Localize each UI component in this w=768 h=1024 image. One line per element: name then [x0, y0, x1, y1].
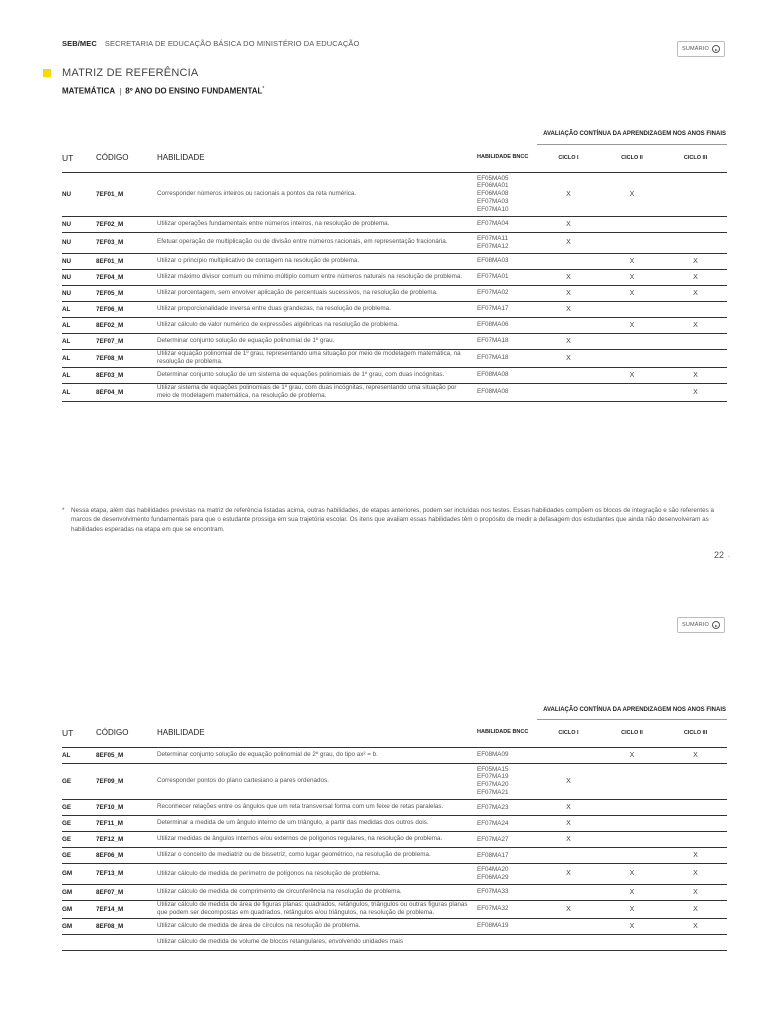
table-row [62, 863, 727, 884]
footnote [62, 506, 727, 534]
ut-cell: GM [62, 905, 73, 913]
col-codigo: CÓDIGO [96, 728, 129, 738]
sumario-button-2[interactable] [677, 617, 725, 633]
habilidade-cell: Utilizar sistema de equações polinomiais de 1º grau, com duas incógnitas, representando uma situação por meio de modelagem matemática, na resolução de problema. [157, 383, 457, 400]
col-ciclo-3: CICLO III [683, 729, 708, 736]
ciclo-1-cell [537, 847, 600, 863]
habilidade-cell: Corresponder pontos do plano cartesiano a pares ordenados. [157, 776, 329, 784]
bncc-cell: EF08MA08 [477, 371, 509, 379]
ciclo-3-cell: X [693, 289, 698, 297]
table-row [62, 900, 727, 918]
ciclo-3-cell: X [693, 273, 698, 281]
table-row [62, 747, 727, 763]
ciclo-1-cell [537, 934, 600, 950]
col-habilidade: HABILIDADE [157, 153, 205, 163]
habilidade-cell: Corresponder números inteiros ou racionais a pontos da reta numérica. [157, 189, 357, 197]
matrix-table-2 [62, 719, 727, 951]
habilidade-cell: Utilizar equação polinomial de 1º grau, representando uma situação por meio de modelagem matemática, na resolução de problema. [157, 349, 461, 366]
ciclo-3-cell: X [693, 851, 698, 859]
ut-cell: GM [62, 922, 73, 930]
habilidade-cell: Utilizar medidas de ângulos internos e/ou externos de polígonos regulares, na resolução de problema. [157, 835, 443, 843]
bncc-cell: EF07MA27 [477, 835, 509, 843]
bncc-cell: EF08MA08 [477, 388, 509, 396]
table-row [62, 847, 727, 863]
codigo-cell: 7EF06_M [96, 305, 124, 313]
ut-cell: GM [62, 888, 73, 896]
codigo-cell: 7EF03_M [96, 239, 124, 247]
ut-cell: AL [62, 371, 71, 379]
ut-cell: AL [62, 321, 71, 329]
habilidade-cell: Determinar conjunto solução de um sistema de equações polinomiais de 1º grau, com duas incógnitas. [157, 370, 445, 378]
col-ciclo-3: CICLO III [683, 154, 708, 161]
ciclo-3-cell [664, 349, 727, 367]
habilidade-cell: Utilizar cálculo de medida de perímetro de polígonos na resolução de problema. [157, 869, 381, 877]
ciclo-2-cell [600, 763, 664, 799]
ciclo-2-cell: X [629, 905, 635, 913]
ciclo-1-cell [537, 253, 600, 269]
ciclo-1-cell [537, 884, 600, 900]
ciclo-2-cell: X [629, 888, 635, 896]
col-bncc: HABILIDADE BNCC [477, 154, 529, 161]
bncc-cell: EF07MA04 [477, 220, 509, 228]
table-header-row [62, 144, 727, 172]
table-row [62, 232, 727, 253]
table-row [62, 367, 727, 383]
bncc-cell: EF05MA15 EF07MA19 EF07MA20 EF07MA21 [477, 765, 509, 797]
ut-cell: NU [62, 239, 72, 247]
ut-cell: NU [62, 257, 72, 265]
ut-cell: GE [62, 777, 72, 785]
grade: 8º ANO DO ENSINO FUNDAMENTAL [125, 86, 263, 96]
ciclo-3-cell: X [693, 905, 698, 913]
ciclo-3-cell [664, 763, 727, 799]
ciclo-2-cell: X [629, 870, 635, 878]
ut-cell: AL [62, 751, 71, 759]
bncc-cell: EF08MA09 [477, 751, 509, 759]
ciclo-2-cell: X [629, 751, 635, 759]
ciclo-3-cell [664, 815, 727, 831]
ciclo-2-cell: X [629, 257, 635, 265]
ciclo-2-cell: X [629, 371, 635, 379]
ciclo-2-cell [600, 934, 664, 950]
ut-cell: NU [62, 190, 72, 198]
footnote-text: Nessa etapa, além das habilidades previstas na matriz de referência listadas acima, outras habilidades, de etapas anteriores, podem ser incluídas nos testes. Essas habilidades compõem os blocos de integração e são referentes a marcos de desenvolvimento fundamentais para que o estudante prossiga em sua trajetória escolar. Os itens que avaliam essas habilidades têm o propósito de medir a defasagem dos estudantes que ainda não desenvolveram as habilidades esperadas na etapa em que se encontram. [71, 507, 714, 533]
ciclo-2-cell: X [629, 922, 635, 930]
bncc-cell: EF07MA01 [477, 273, 509, 281]
header-bar [62, 39, 359, 48]
habilidade-cell: Determinar a medida de um ângulo interno de um triângulo, a partir das medidas dos outros dois. [157, 819, 429, 827]
codigo-cell: 7EF13_M [96, 870, 124, 878]
ciclo-1-cell: X [566, 819, 571, 827]
ut-cell [62, 934, 96, 950]
ciclo-2-cell: X [629, 289, 635, 297]
ciclo-1-cell [537, 367, 600, 383]
habilidade-cell: Utilizar o princípio multiplicativo de contagem na resolução de problema. [157, 256, 360, 264]
codigo-cell: 7EF11_M [96, 819, 123, 827]
ciclo-1-cell: X [566, 777, 571, 785]
ciclo-1-cell [537, 317, 600, 333]
habilidade-cell: Utilizar cálculo de medida de área de círculos na resolução de problema. [157, 921, 361, 929]
sumario-label: SUMÁRIO [681, 46, 710, 52]
ciclo-2-cell: X [629, 273, 635, 281]
sumario-label-2: SUMÁRIO [681, 622, 710, 628]
table-row [62, 934, 727, 950]
grade-footnote-marker: * [262, 86, 265, 92]
codigo-cell: 7EF08_M [96, 354, 124, 362]
codigo-cell [96, 934, 157, 950]
ciclo-2-cell [600, 831, 664, 847]
ut-cell: AL [62, 305, 71, 313]
col-ut: UT [62, 727, 74, 738]
ut-cell: GE [62, 803, 72, 811]
ciclo-1-cell: X [566, 239, 571, 247]
ciclo-2-cell [600, 383, 664, 401]
codigo-cell: 8EF07_M [96, 888, 124, 896]
ciclo-2-cell [600, 216, 664, 232]
ut-cell: GM [62, 870, 73, 878]
bncc-cell: EF07MA23 [477, 803, 509, 811]
codigo-cell: 7EF05_M [96, 289, 124, 297]
habilidade-cell: Utilizar o conceito de mediatriz ou de bissetriz, como lugar geométrico, na resolução de problema. [157, 851, 431, 859]
codigo-cell: 7EF10_M [96, 803, 124, 811]
ciclo-1-cell: X [566, 273, 571, 281]
ciclo-3-cell [664, 172, 727, 216]
ciclo-3-cell: X [693, 388, 698, 396]
table-row [62, 285, 727, 301]
ut-cell: GE [62, 835, 72, 843]
ciclo-1-cell: X [566, 905, 571, 913]
assessment-caption-2: AVALIAÇÃO CONTÍNUA DA APRENDIZAGEM NOS ANOS FINAIS [543, 707, 726, 713]
col-ut: UT [62, 152, 74, 163]
codigo-cell: 7EF14_M [96, 905, 124, 913]
table-row [62, 799, 727, 815]
table-row [62, 918, 727, 934]
codigo-cell: 7EF09_M [96, 777, 124, 785]
sumario-button[interactable] [677, 41, 725, 57]
bncc-cell: EF07MA32 [477, 905, 509, 913]
codigo-cell: 7EF02_M [96, 220, 124, 228]
table-row [62, 269, 727, 285]
codigo-cell: 7EF12_M [96, 835, 124, 843]
page-dot: • [728, 554, 730, 560]
bncc-cell: EF04MA20 EF06MA29 [477, 865, 509, 881]
ut-cell: AL [62, 337, 71, 345]
header-org: SEB/MEC [62, 39, 97, 48]
ut-cell: NU [62, 289, 72, 297]
col-codigo: CÓDIGO [96, 153, 129, 163]
codigo-cell: 8EF04_M [96, 388, 124, 396]
habilidade-cell: Utilizar porcentagem, sem envolver aplicação de percentuais sucessivos, na resolução de problema. [157, 288, 438, 296]
habilidade-cell: Utilizar cálculo de medida de comprimento de circunferência na resolução de problema. [157, 887, 402, 895]
page-number [714, 550, 730, 560]
codigo-cell: 8EF03_M [96, 371, 124, 379]
ut-cell: GE [62, 819, 72, 827]
table-row [62, 763, 727, 799]
habilidade-cell: Utilizar cálculo de medida de área de figuras planas: quadrados, retângulos, triângulos ou outras figuras planas que podem ser decompostas em quadrados, retângulos e/ou triângulos, na resolução de problema. [157, 900, 468, 917]
ciclo-1-cell: X [566, 354, 571, 362]
habilidade-cell: Reconhecer relações entre os ângulos que um reta transversal forma com um feixe de retas paralelas. [157, 803, 444, 811]
ciclo-3-cell [664, 216, 727, 232]
bncc-cell: EF05MA05 EF06MA01 EF06MA08 EF07MA03 EF07MA10 [477, 174, 509, 213]
ciclo-3-cell: X [693, 257, 698, 265]
bncc-cell: EF08MA19 [477, 922, 509, 930]
page-title: MATRIZ DE REFERÊNCIA [62, 67, 199, 79]
header-secretaria: SECRETARIA DE EDUCAÇÃO BÁSICA DO MINISTÉRIO DA EDUCAÇÃO [104, 39, 360, 48]
bncc-cell: EF07MA18 [477, 337, 509, 345]
table-row [62, 831, 727, 847]
ciclo-2-cell: X [629, 321, 635, 329]
col-ciclo-2: CICLO II [621, 154, 643, 161]
codigo-cell: 8EF01_M [96, 257, 124, 265]
table-row [62, 172, 727, 216]
table-header-row [62, 719, 727, 747]
ciclo-2-cell [600, 333, 664, 349]
table-row [62, 216, 727, 232]
codigo-cell: 8EF08_M [96, 922, 124, 930]
matrix-table-1 [62, 144, 727, 402]
table-row [62, 884, 727, 900]
ciclo-1-cell: X [566, 803, 571, 811]
col-habilidade: HABILIDADE [157, 728, 205, 738]
col-bncc: HABILIDADE BNCC [477, 729, 529, 736]
bncc-cell: EF07MA17 [477, 305, 509, 313]
ciclo-1-cell [537, 747, 600, 763]
ut-cell: NU [62, 220, 72, 228]
col-ciclo-1: CICLO I [558, 729, 579, 736]
ciclo-1-cell [537, 383, 600, 401]
ciclo-1-cell: X [566, 289, 571, 297]
ciclo-2-cell [600, 232, 664, 253]
codigo-cell: 8EF02_M [96, 321, 124, 329]
bncc-cell: EF08MA17 [477, 851, 509, 859]
ciclo-3-cell: X [693, 870, 698, 878]
col-ciclo-2: CICLO II [621, 729, 643, 736]
bncc-cell: EF07MA33 [477, 888, 509, 896]
habilidade-cell: Determinar conjunto solução de equação polinomial de 2º grau, do tipo ax² = b. [157, 750, 378, 758]
ciclo-3-cell: X [693, 371, 698, 379]
yellow-marker [43, 69, 51, 77]
ut-cell: NU [62, 273, 72, 281]
ciclo-1-cell: X [566, 305, 571, 313]
table-row [62, 349, 727, 367]
ciclo-3-cell: X [693, 751, 698, 759]
ciclo-2-cell [600, 301, 664, 317]
habilidade-cell: Efetuar operação de multiplicação ou de divisão entre números racionais, em representação fracionária. [157, 238, 448, 246]
ut-cell: GE [62, 851, 72, 859]
bncc-cell: EF08MA03 [477, 257, 509, 265]
habilidade-cell: Utilizar operações fundamentais entre números inteiros, na resolução de problema. [157, 220, 390, 228]
ciclo-1-cell: X [566, 190, 571, 198]
subtitle-separator: | [119, 86, 122, 96]
bncc-cell: EF07MA18 [477, 354, 509, 362]
ciclo-1-cell: X [566, 870, 571, 878]
assessment-caption: AVALIAÇÃO CONTÍNUA DA APRENDIZAGEM NOS ANOS FINAIS [543, 131, 726, 137]
page-subtitle [62, 86, 264, 96]
habilidade-cell: Determinar conjunto solução de equação polinomial de 1º grau. [157, 336, 335, 344]
ciclo-1-cell: X [566, 220, 571, 228]
ciclo-2-cell [600, 847, 664, 863]
codigo-cell: 8EF05_M [96, 751, 124, 759]
ciclo-3-cell: X [693, 321, 698, 329]
ciclo-3-cell [664, 333, 727, 349]
table-row [62, 815, 727, 831]
ciclo-3-cell [664, 799, 727, 815]
habilidade-cell: Utilizar cálculo de valor numérico de expressões algébricas na resolução de problema. [157, 320, 399, 328]
ciclo-3-cell [664, 301, 727, 317]
ut-cell: AL [62, 354, 71, 362]
table-row [62, 301, 727, 317]
ut-cell: AL [62, 388, 71, 396]
play-circle-icon [712, 45, 720, 53]
ciclo-3-cell [664, 232, 727, 253]
ciclo-2-cell [600, 349, 664, 367]
ciclo-1-cell [537, 918, 600, 934]
habilidade-cell: Utilizar proporcionalidade inversa entre duas grandezas, na resolução de problema. [157, 304, 391, 312]
page-number-value: 22 [714, 550, 725, 560]
ciclo-3-cell: X [693, 888, 698, 896]
footnote-marker: * [62, 507, 65, 514]
habilidade-cell: Utilizar máximo divisor comum ou mínimo múltiplo comum entre números naturais na resolução de problema. [157, 272, 463, 280]
habilidade-cell: Utilizar cálculo de medida de volume de blocos retangulares, envolvendo unidades mais [157, 937, 404, 945]
bncc-cell: EF07MA02 [477, 289, 509, 297]
codigo-cell: 8EF06_M [96, 851, 124, 859]
ciclo-2-cell [600, 815, 664, 831]
ciclo-3-cell [664, 831, 727, 847]
ciclo-1-cell: X [566, 835, 571, 843]
col-ciclo-1: CICLO I [558, 154, 579, 161]
codigo-cell: 7EF04_M [96, 273, 124, 281]
codigo-cell: 7EF07_M [96, 337, 124, 345]
ciclo-2-cell: X [629, 190, 635, 198]
ciclo-3-cell [664, 934, 727, 950]
ciclo-2-cell [600, 799, 664, 815]
subject: MATEMÁTICA [62, 86, 116, 96]
bncc-cell [477, 934, 537, 950]
table-row [62, 333, 727, 349]
play-circle-icon [712, 621, 720, 629]
bncc-cell: EF07MA11 EF07MA12 [477, 234, 509, 250]
table-row [62, 317, 727, 333]
table-row [62, 253, 727, 269]
bncc-cell: EF07MA24 [477, 819, 509, 827]
ciclo-3-cell: X [693, 922, 698, 930]
bncc-cell: EF08MA06 [477, 321, 509, 329]
codigo-cell: 7EF01_M [96, 190, 124, 198]
table-row [62, 383, 727, 401]
ciclo-1-cell: X [566, 337, 571, 345]
